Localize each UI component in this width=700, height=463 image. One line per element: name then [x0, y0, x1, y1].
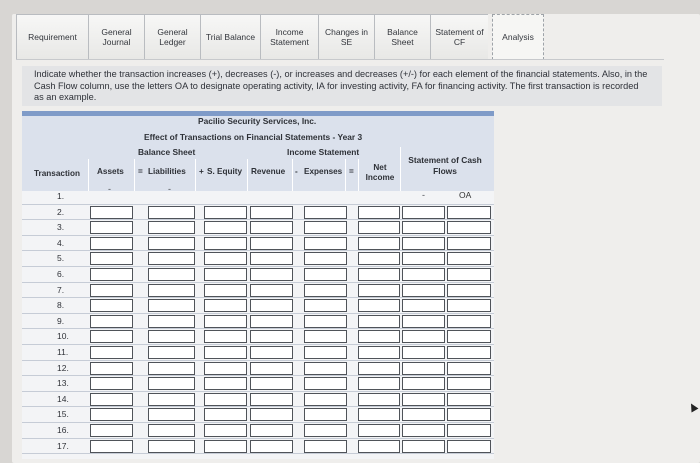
- answer-input[interactable]: [90, 299, 133, 312]
- tab-label: Trial Balance: [205, 32, 256, 42]
- tab-income-statement[interactable]: [260, 14, 318, 60]
- answer-input[interactable]: [250, 346, 293, 359]
- answer-input[interactable]: [304, 252, 347, 265]
- answer-input[interactable]: [358, 362, 400, 375]
- company-name: Pacilio Security Services, Inc.: [198, 116, 317, 126]
- answer-input[interactable]: [148, 393, 195, 406]
- answer-input[interactable]: [148, 284, 195, 297]
- answer-input[interactable]: [250, 424, 293, 437]
- transaction-number: 12.: [57, 362, 69, 373]
- answer-input[interactable]: [250, 268, 293, 281]
- transaction-number: 15.: [57, 409, 69, 420]
- answer-input[interactable]: [250, 237, 293, 250]
- row-divider: [22, 313, 494, 314]
- instructions-text: Indicate whether the transaction increases (+), decreases (-), or increases and decreases (+/-) for each element of the financial statements. Also, in the Cash Flow column, use the letters OA to designate operating activity, IA for investing activity, FA for financing activity. The first transaction is recorded as an example.: [22, 66, 662, 106]
- answer-input[interactable]: [90, 252, 133, 265]
- answer-input[interactable]: [304, 346, 347, 359]
- transaction-number: 3.: [57, 222, 65, 233]
- answer-input[interactable]: [402, 206, 445, 219]
- answer-input[interactable]: [250, 330, 293, 343]
- transaction-number: 9.: [57, 315, 65, 326]
- transaction-number: 14.: [57, 393, 69, 404]
- effects-table: [22, 111, 494, 459]
- answer-input[interactable]: [402, 284, 445, 297]
- col-minus: -: [295, 167, 298, 176]
- example-assets-value: -: [108, 184, 111, 194]
- answer-input[interactable]: [204, 237, 247, 250]
- answer-input[interactable]: [358, 206, 400, 219]
- answer-input[interactable]: [90, 362, 133, 375]
- tab-bar: [16, 14, 656, 60]
- row-divider: [22, 282, 494, 283]
- transaction-number: 7.: [57, 284, 65, 295]
- transaction-number: 11.: [57, 347, 69, 357]
- answer-input[interactable]: [358, 299, 400, 312]
- transaction-number: 10.: [57, 331, 69, 342]
- income-statement-header: Income Statement: [287, 147, 360, 157]
- answer-input[interactable]: [447, 252, 491, 265]
- col-net-income: Net Income: [365, 163, 395, 182]
- answer-input[interactable]: [402, 237, 445, 250]
- answer-input[interactable]: [148, 440, 195, 453]
- answer-input[interactable]: [304, 393, 347, 406]
- header-separator: [195, 159, 196, 191]
- answer-input[interactable]: [447, 440, 491, 453]
- answer-input[interactable]: [90, 424, 133, 437]
- answer-input[interactable]: [204, 424, 247, 437]
- answer-input[interactable]: [250, 393, 293, 406]
- tab-label: Changes in SE: [324, 27, 368, 47]
- answer-input[interactable]: [148, 206, 195, 219]
- answer-input[interactable]: [250, 206, 293, 219]
- col-liabilities: Liabilities: [148, 167, 186, 176]
- tab-divider: [16, 59, 664, 60]
- answer-input[interactable]: [447, 221, 491, 234]
- cash-flow-header: Statement of Cash Flows: [408, 155, 482, 176]
- col-expenses: Expenses: [304, 167, 343, 176]
- table-title: Effect of Transactions on Financial Statements - Year 3: [144, 132, 363, 142]
- answer-input[interactable]: [358, 237, 400, 250]
- answer-input[interactable]: [358, 330, 400, 343]
- answer-input[interactable]: [304, 221, 347, 234]
- row-divider: [22, 422, 494, 423]
- answer-input[interactable]: [204, 252, 247, 265]
- tab-general-journal[interactable]: [88, 14, 144, 60]
- answer-input[interactable]: [358, 284, 400, 297]
- tab-changes-in-se[interactable]: [318, 14, 374, 60]
- answer-input[interactable]: [447, 362, 491, 375]
- answer-input[interactable]: [250, 377, 293, 390]
- row-divider: [22, 219, 494, 220]
- answer-input[interactable]: [304, 315, 347, 328]
- tab-label: Balance Sheet: [387, 27, 418, 47]
- col-equity: S. Equity: [207, 167, 243, 176]
- answer-input[interactable]: [358, 221, 400, 234]
- answer-input[interactable]: [90, 330, 133, 343]
- header-separator: [345, 159, 346, 191]
- answer-input[interactable]: [358, 408, 400, 421]
- row-divider: [22, 297, 494, 298]
- col-eq2: =: [349, 167, 354, 176]
- answer-input[interactable]: [304, 330, 347, 343]
- header-separator: [400, 147, 401, 191]
- answer-input[interactable]: [447, 315, 491, 328]
- answer-input[interactable]: [250, 362, 293, 375]
- col-transaction: Transaction: [34, 169, 80, 178]
- answer-input[interactable]: [204, 393, 247, 406]
- transaction-number: 8.: [57, 300, 65, 311]
- answer-input[interactable]: [402, 346, 445, 359]
- row-divider: [22, 375, 494, 376]
- answer-input[interactable]: [90, 268, 133, 281]
- answer-input[interactable]: [204, 330, 247, 343]
- answer-input[interactable]: [447, 393, 491, 406]
- answer-input[interactable]: [90, 237, 133, 250]
- answer-input[interactable]: [204, 362, 247, 375]
- answer-input[interactable]: [402, 330, 445, 343]
- transaction-number: 17.: [57, 440, 69, 451]
- row-divider: [22, 266, 494, 267]
- row-divider: [22, 235, 494, 236]
- answer-input[interactable]: [304, 284, 347, 297]
- answer-input[interactable]: [148, 408, 195, 421]
- row-divider: [22, 250, 494, 251]
- col-revenue: Revenue: [251, 167, 286, 176]
- answer-input[interactable]: [148, 377, 195, 390]
- example-cash-activity: OA: [459, 190, 472, 200]
- tab-analysis[interactable]: [492, 14, 544, 60]
- transaction-number: 1.: [57, 191, 65, 201]
- answer-input[interactable]: [402, 424, 445, 437]
- answer-input[interactable]: [148, 362, 195, 375]
- answer-input[interactable]: [204, 440, 247, 453]
- header-separator: [292, 159, 293, 191]
- answer-input[interactable]: [90, 221, 133, 234]
- answer-input[interactable]: [358, 346, 400, 359]
- answer-input[interactable]: [204, 315, 247, 328]
- answer-input[interactable]: [402, 299, 445, 312]
- transaction-number: 13.: [57, 378, 69, 389]
- tab-label: Statement of CF: [435, 27, 484, 47]
- answer-input[interactable]: [250, 315, 293, 328]
- answer-input[interactable]: [304, 440, 347, 453]
- tab-label: Income Statement: [270, 27, 309, 47]
- answer-input[interactable]: [204, 221, 247, 234]
- answer-input[interactable]: [204, 299, 247, 312]
- answer-input[interactable]: [402, 362, 445, 375]
- answer-input[interactable]: [358, 377, 400, 390]
- tab-trial-balance[interactable]: [200, 14, 260, 60]
- answer-input[interactable]: [304, 377, 347, 390]
- tab-statement-of-cf[interactable]: [430, 14, 488, 60]
- answer-input[interactable]: [447, 346, 491, 359]
- example-cash-sign: -: [422, 190, 425, 200]
- answer-input[interactable]: [250, 408, 293, 421]
- answer-input[interactable]: [204, 408, 247, 421]
- header-separator: [134, 159, 135, 191]
- answer-input[interactable]: [250, 440, 293, 453]
- answer-input[interactable]: [447, 206, 491, 219]
- answer-input[interactable]: [358, 268, 400, 281]
- answer-input[interactable]: [304, 237, 347, 250]
- answer-input[interactable]: [90, 377, 133, 390]
- balance-sheet-header: Balance Sheet: [138, 147, 196, 157]
- answer-input[interactable]: [250, 284, 293, 297]
- answer-input[interactable]: [90, 284, 133, 297]
- row-divider: [22, 438, 494, 439]
- tab-general-ledger[interactable]: [144, 14, 200, 60]
- answer-input[interactable]: [148, 237, 195, 250]
- answer-input[interactable]: [250, 221, 293, 234]
- answer-input[interactable]: [402, 408, 445, 421]
- row-divider: [22, 204, 494, 205]
- tab-requirement[interactable]: [16, 14, 88, 60]
- transaction-number: 5.: [57, 253, 65, 264]
- answer-input[interactable]: [402, 252, 445, 265]
- col-plus: +: [199, 167, 204, 176]
- row-divider: [22, 360, 494, 361]
- answer-input[interactable]: [447, 268, 491, 281]
- answer-input[interactable]: [358, 424, 400, 437]
- answer-input[interactable]: [402, 268, 445, 281]
- tab-label: General Ledger: [157, 27, 188, 47]
- answer-input[interactable]: [358, 440, 400, 453]
- answer-input[interactable]: [447, 424, 491, 437]
- answer-input[interactable]: [250, 299, 293, 312]
- answer-input[interactable]: [148, 424, 195, 437]
- answer-input[interactable]: [90, 393, 133, 406]
- row-divider: [22, 406, 494, 407]
- answer-input[interactable]: [90, 315, 133, 328]
- answer-input[interactable]: [304, 268, 347, 281]
- answer-input[interactable]: [447, 330, 491, 343]
- transaction-number: 6.: [57, 269, 65, 279]
- answer-input[interactable]: [402, 315, 445, 328]
- answer-input[interactable]: [402, 377, 445, 390]
- header-separator: [358, 159, 359, 191]
- col-assets: Assets: [97, 167, 124, 176]
- answer-input[interactable]: [204, 346, 247, 359]
- answer-input[interactable]: [204, 377, 247, 390]
- transaction-number: 4.: [57, 237, 65, 248]
- answer-input[interactable]: [358, 393, 400, 406]
- answer-input[interactable]: [90, 346, 133, 359]
- answer-input[interactable]: [304, 299, 347, 312]
- row-divider: [22, 344, 494, 345]
- answer-input[interactable]: [148, 252, 195, 265]
- answer-input[interactable]: [148, 330, 195, 343]
- answer-input[interactable]: [148, 221, 195, 234]
- tab-balance-sheet[interactable]: [374, 14, 430, 60]
- answer-input[interactable]: [447, 408, 491, 421]
- answer-input[interactable]: [204, 268, 247, 281]
- answer-input[interactable]: [304, 362, 347, 375]
- answer-input[interactable]: [304, 408, 347, 421]
- tab-label: Analysis: [502, 32, 534, 42]
- answer-input[interactable]: [90, 206, 133, 219]
- answer-input[interactable]: [148, 346, 195, 359]
- row-divider: [22, 391, 494, 392]
- answer-input[interactable]: [402, 440, 445, 453]
- answer-input[interactable]: [447, 299, 491, 312]
- answer-input[interactable]: [250, 252, 293, 265]
- answer-input[interactable]: [90, 440, 133, 453]
- header-separator: [247, 159, 248, 191]
- answer-input[interactable]: [447, 284, 491, 297]
- tab-label: Requirement: [28, 32, 77, 42]
- header-separator: [88, 159, 89, 191]
- answer-input[interactable]: [204, 206, 247, 219]
- answer-input[interactable]: [148, 299, 195, 312]
- example-equity-value: -: [168, 184, 171, 194]
- col-eq1: =: [138, 167, 143, 176]
- answer-input[interactable]: [358, 252, 400, 265]
- transaction-number: 2.: [57, 206, 65, 217]
- answer-input[interactable]: [304, 424, 347, 437]
- answer-input[interactable]: [90, 408, 133, 421]
- answer-input[interactable]: [148, 268, 195, 281]
- answer-input[interactable]: [447, 377, 491, 390]
- row-divider: [22, 328, 494, 329]
- answer-input[interactable]: [358, 315, 400, 328]
- answer-input[interactable]: [402, 221, 445, 234]
- answer-input[interactable]: [447, 237, 491, 250]
- answer-input[interactable]: [148, 315, 195, 328]
- answer-input[interactable]: [304, 206, 347, 219]
- row-divider: [22, 453, 494, 454]
- answer-input[interactable]: [204, 284, 247, 297]
- transaction-number: 16.: [57, 425, 69, 435]
- answer-input[interactable]: [402, 393, 445, 406]
- tab-label: General Journal: [101, 27, 132, 47]
